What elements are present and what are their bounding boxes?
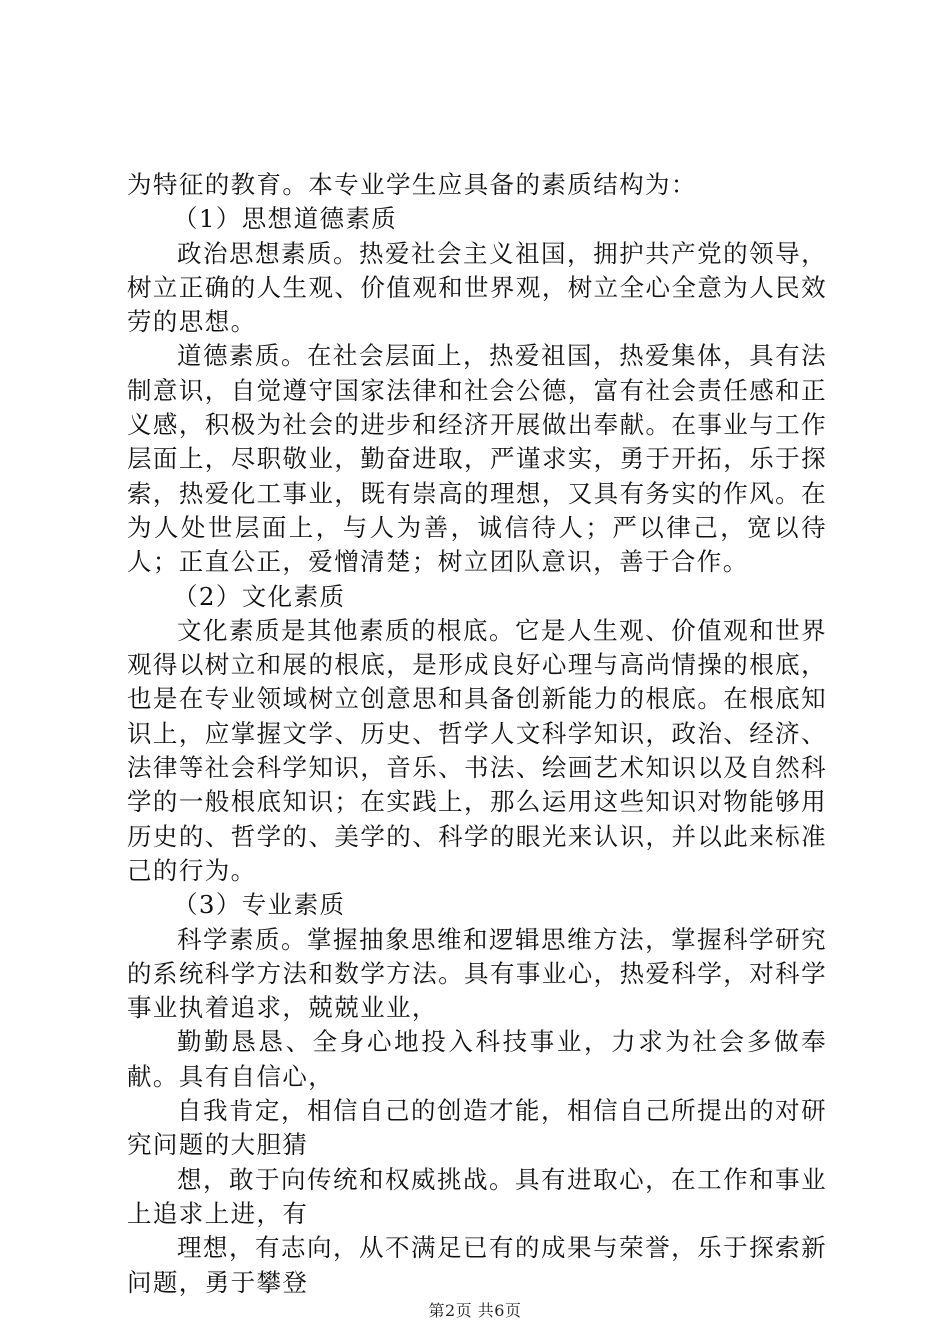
paragraph-diligence: 勤勤恳恳、全身心地投入科技事业，力求为社会多做奉献。具有自信心，: [127, 1027, 827, 1091]
paragraph-science: 科学素质。掌握抽象思维和逻辑思维方法，掌握科学研究的系统科学方法和数学方法。具有事业心，热爱科学，对科学事业执着追求，兢兢业业，: [127, 924, 827, 1023]
paragraph-ideal: 理想，有志向，从不满足已有的成果与荣誉，乐于探索新问题，勇于攀登: [127, 1233, 827, 1297]
paragraph-confidence: 自我肯定，相信自己的创造才能，相信自己所提出的对研究问题的大胆猜: [127, 1096, 827, 1160]
paragraph-culture: 文化素质是其他素质的根底。它是人生观、价值观和世界观得以树立和展的根底，是形成良好心理与高尚情操的根底，也是在专业领域树立创意思和具备创新能力的根底。在根底知识上，应掌握文学、历史、哲学人文科学知识，政治、经济、法律等社会科学知识，音乐、书法、绘画艺术知识以及自然科学的一般根底知识；在实践上，那么运用这些知识对物能够用历史的、哲学的、美学的、科学的眼光来认识，并以此来标准己的行为。: [127, 615, 827, 885]
section-heading-professional: （3）专业素质: [173, 890, 346, 920]
page-number-footer: 第2页 共6页: [428, 1301, 522, 1320]
paragraph-intro: 为特征的教育。本专业学生应具备的素质结构为：: [127, 170, 697, 199]
document-body: [127, 168, 827, 1300]
section-heading-moral: （1）思想道德素质: [173, 204, 398, 234]
paragraph-political: 政治思想素质。热爱社会主义祖国，拥护共产党的领导，树立正确的人生观、价值观和世界观，树立全心全意为人民效劳的思想。: [127, 238, 827, 337]
section-heading-culture: （2）文化素质: [173, 581, 346, 611]
paragraph-challenge: 想，敢于向传统和权威挑战。具有进取心，在工作和事业上追求上进，有: [127, 1164, 827, 1228]
paragraph-moral: 道德素质。在社会层面上，热爱祖国，热爱集体，具有法制意识，自觉遵守国家法律和社会公德，富有社会责任感和正义感，积极为社会的进步和经济开展做出奉献。在事业与工作层面上，尽职敬业，勤奋进取，严谨求实，勇于开拓，乐于探索，热爱化工事业，既有崇高的理想，又具有务实的作风。在为人处世层面上，与人为善，诚信待人；严以律己，宽以待人；正直公正，爱憎清楚；树立团队意识，善于合作。: [127, 341, 827, 577]
